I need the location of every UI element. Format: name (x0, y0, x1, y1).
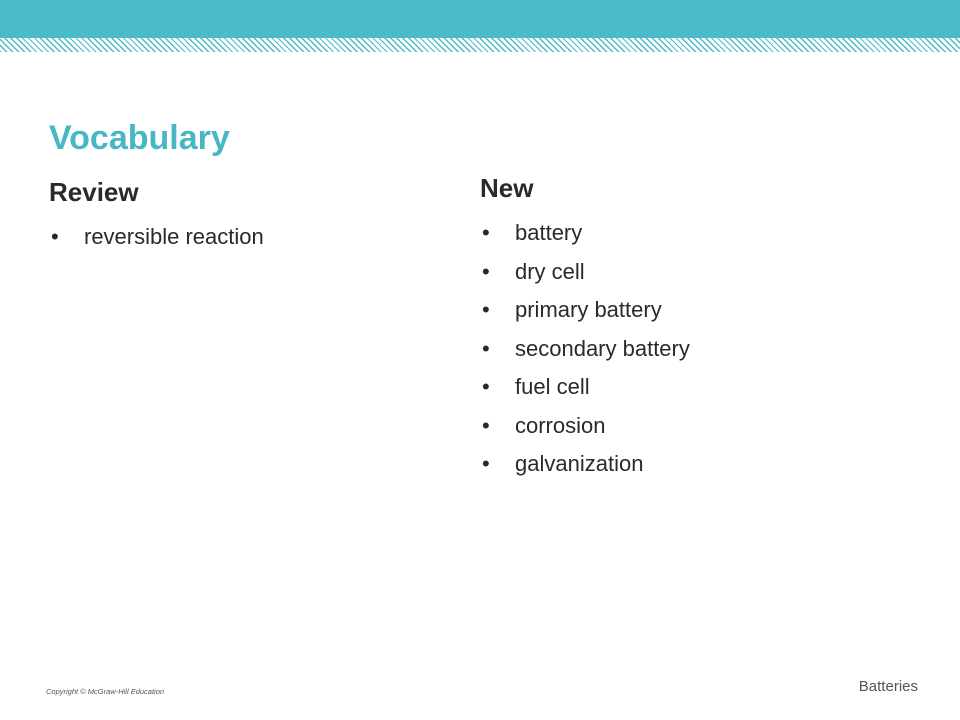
new-term: • galvanization (480, 451, 900, 490)
copyright-notice: Copyright © McGraw-Hill Education (46, 687, 165, 696)
new-term: • corrosion (480, 413, 900, 452)
new-term: • dry cell (480, 259, 900, 298)
header-hatch-stripe (0, 38, 960, 52)
new-heading: New (480, 173, 534, 203)
footer-topic-label: Batteries (858, 678, 918, 695)
new-term: • battery (480, 220, 900, 259)
review-term-list (49, 224, 429, 263)
new-term: • fuel cell (480, 374, 900, 413)
review-heading: Review (49, 177, 139, 207)
new-column (480, 173, 900, 490)
new-term-list (480, 220, 900, 490)
review-column (49, 177, 429, 263)
review-term: • reversible reaction (49, 224, 429, 263)
new-term: • secondary battery (480, 336, 900, 375)
new-term: • primary battery (480, 297, 900, 336)
header-band (0, 0, 960, 38)
slide-title: Vocabulary (49, 119, 230, 157)
